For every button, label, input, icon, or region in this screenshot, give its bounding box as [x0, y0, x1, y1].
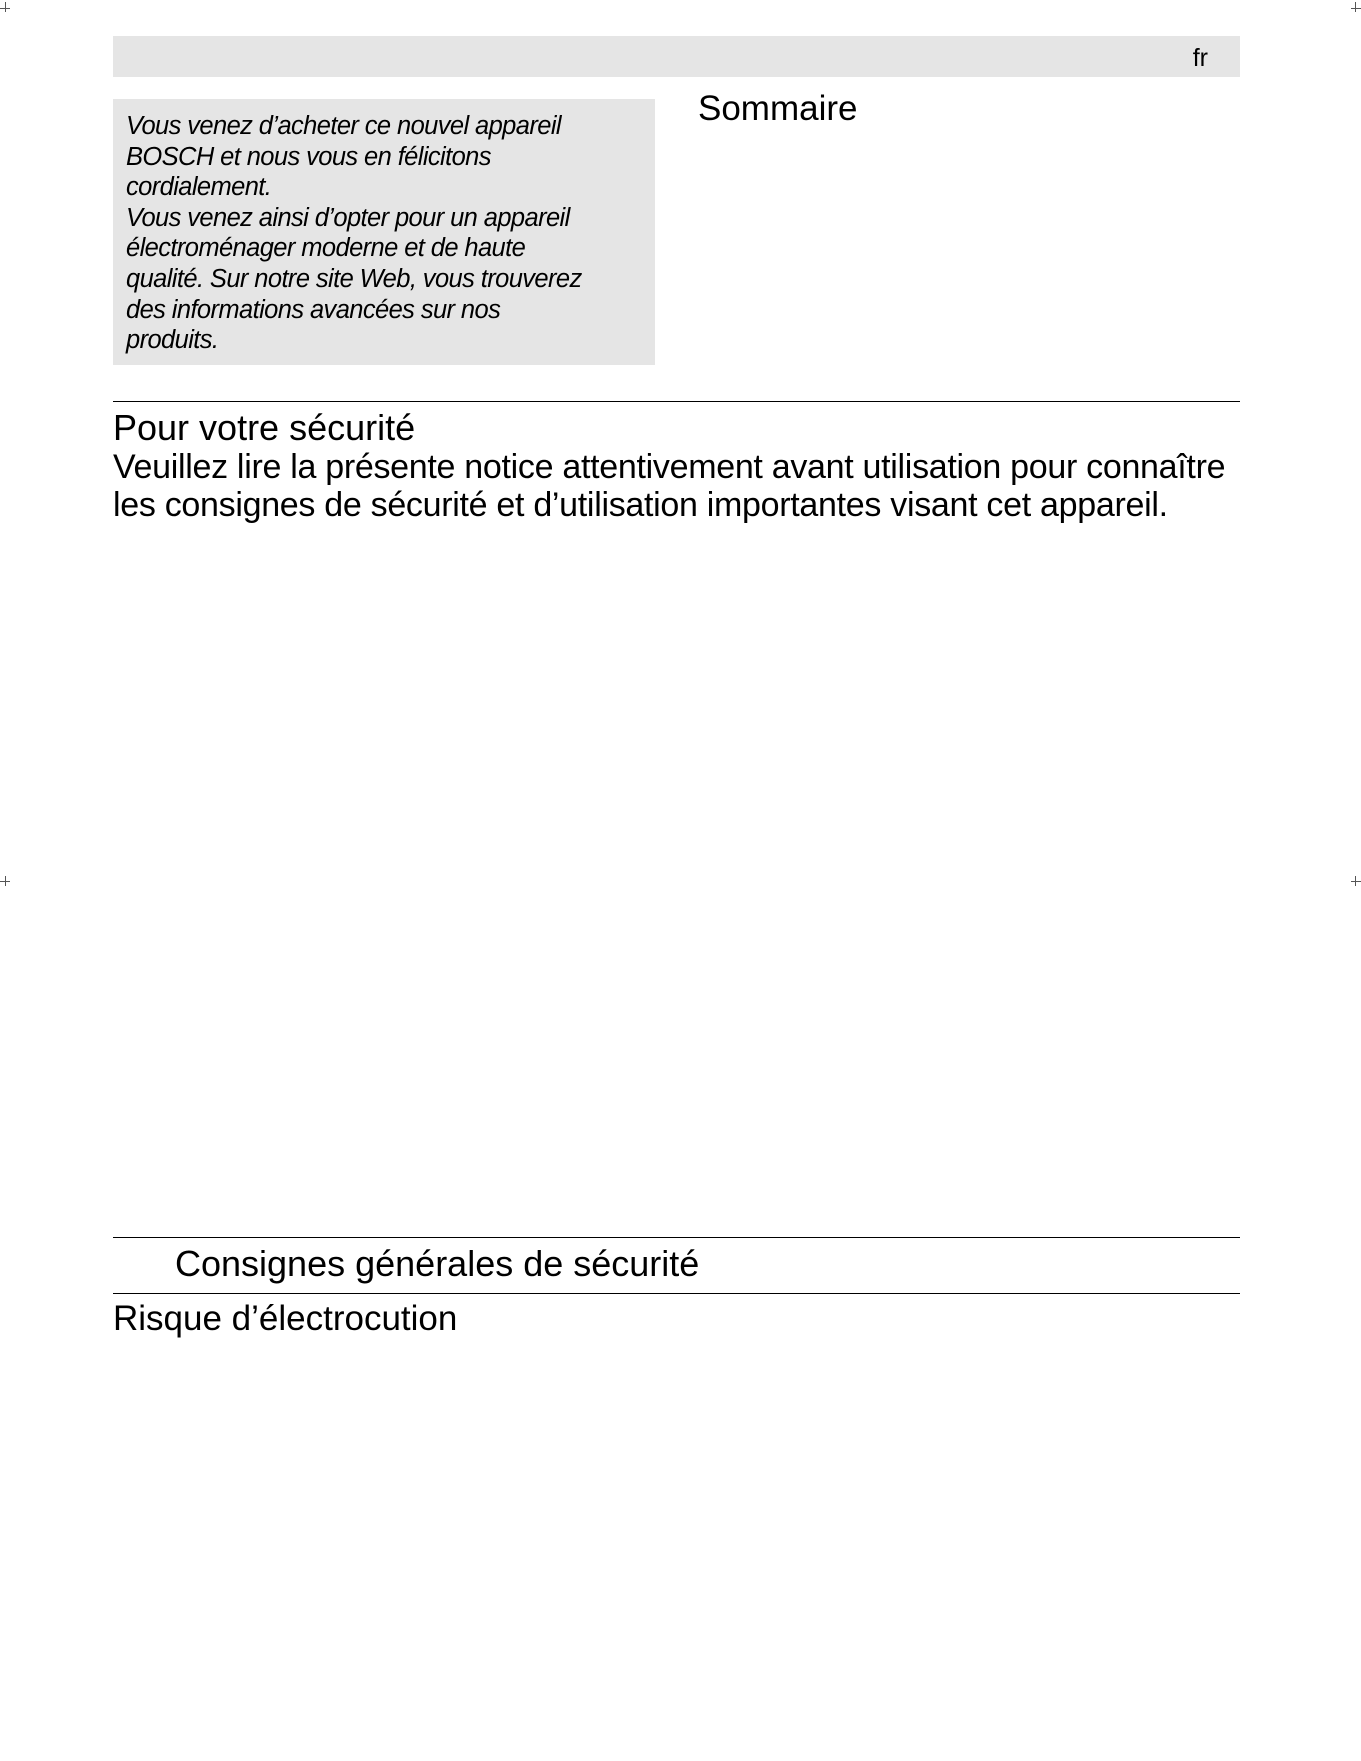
header-bar — [113, 36, 1240, 77]
toc-title: Sommaire — [698, 89, 858, 128]
crop-mark-mid-right — [1351, 881, 1361, 882]
general-safety-heading: Consignes générales de sécurité — [175, 1243, 700, 1284]
section-divider — [113, 401, 1240, 402]
crop-mark-mid-left-v — [5, 876, 6, 886]
crop-mark-top-right — [1351, 8, 1361, 9]
intro-box — [113, 99, 655, 365]
safety-heading: Pour votre sécurité — [113, 407, 416, 448]
intro-text: Vous venez d’acheter ce nouvel appareil BOSCH et nous vous en félicitons cordialement. Vous venez ainsi d’opter pour un appareil électroménager moderne et de haute qualité. Sur notre site Web, vous trouverez des informations avancées sur nos produits. — [126, 112, 582, 355]
safety-body: Veuillez lire la présente notice attentivement avant utilisation pour connaître les consignes de sécurité et d’utilisation importantes visant cet appareil. — [113, 448, 1226, 524]
electrocution-heading: Risque d’électrocution — [113, 1299, 458, 1338]
crop-mark-top-right-v — [1355, 2, 1356, 12]
crop-mark-top-left-v — [5, 2, 6, 12]
crop-mark-mid-right-v — [1355, 876, 1356, 886]
general-safety-bottom-divider — [113, 1293, 1240, 1294]
language-code: fr — [1192, 44, 1208, 72]
general-safety-top-divider — [113, 1237, 1240, 1238]
